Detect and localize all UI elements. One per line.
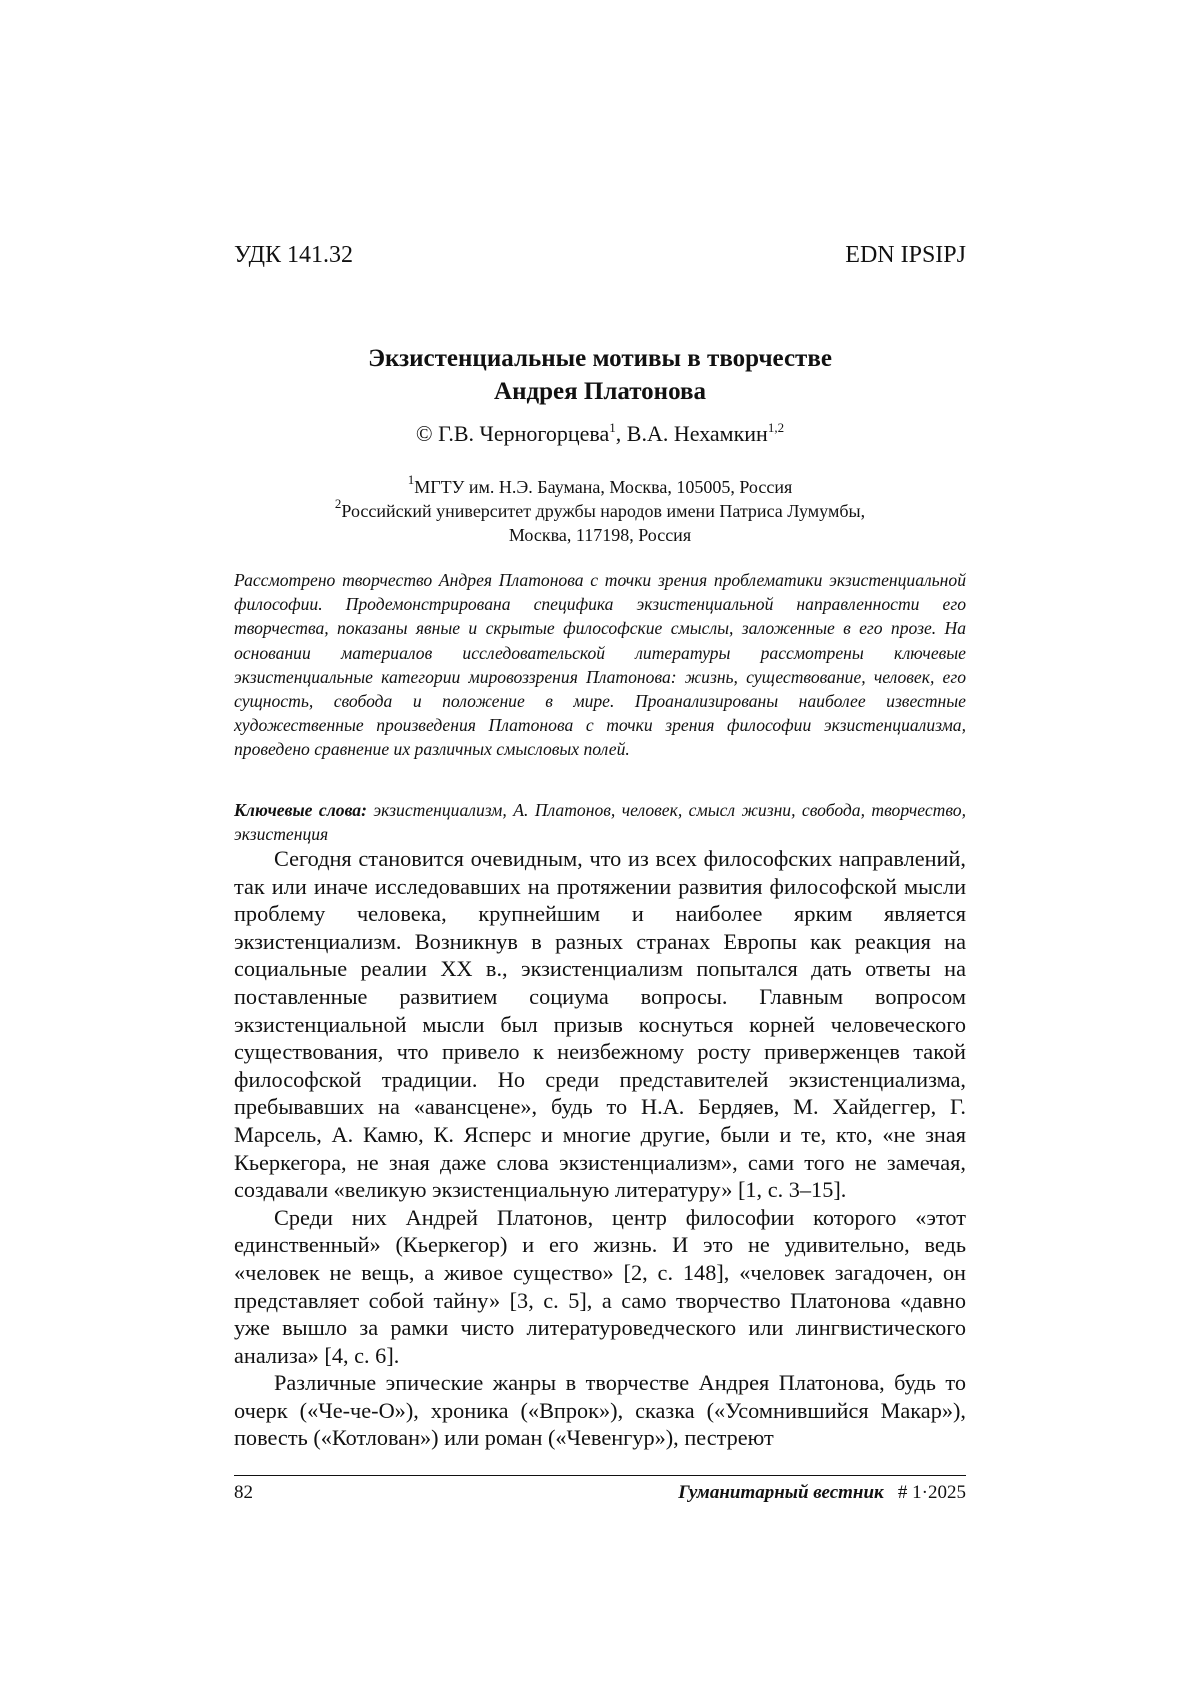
affiliations [234,472,966,547]
affiliation-1-mark: 1 [407,472,415,487]
author-line [234,420,966,448]
journal-page [234,0,966,1698]
author-2-name: В.А. Нехамкин [626,421,768,446]
page-footer [234,1481,966,1505]
affiliation-2 [234,496,966,523]
body-paragraph-2: Среди них Андрей Платонов, центр философии которого «этот единственный» (Кьеркегор) и его жизнь. И это не удивительно, ведь «человек не вещь, а живое существо» [2, с. 148], «человек загадочен, он представляет собой тайну» [3, с. 5], а само творчество Платонова «давно уже вышло за рамки чисто литературоведческого или лингвистического анализа» [4, с. 6]. [234,1204,966,1368]
article-title [234,342,966,408]
affiliation-2-mark: 2 [334,496,342,511]
keywords-text: экзистенциализм, А. Платонов, человек, смысл жизни, свобода, творчество, экзистенция [234,800,966,845]
keywords-label: Ключевые слова: [234,800,367,820]
body-paragraph-1: Сегодня становится очевидным, что из всех философских направлений, так или иначе исследовавших на протяжении развития философской мысли проблему человека, крупнейшим и наиболее ярким является экзистенциализм. Возникнув в разных странах Европы как реакция на социальные реалии XX в., экзистенциализм попытался дать ответы на поставленные развитием социума вопросы. Главным вопросом экзистенциальной мысли был призыв коснуться корней человеческого существования, что привело к неизбежному росту приверженцев такой философской традиции. Но среди представителей экзистенциализма, пребывавших на «авансцене», будь то Н.А. Бердяев, М. Хайдеггер, Г. Марсель, А. Камю, К. Ясперс и многие другие, были и те, кто, «не зная Кьеркегора, не зная даже слова экзистенциализм», сами того не замечая, создавали «великую экзистенциальную литературу» [1, с. 3–15]. [234,846,966,1203]
body-paragraph-3: Различные эпические жанры в творчестве Андрея Платонова, будь то очерк («Че-че-О»), хроника («Впрок»), сказка («Усомнившийся Макар»), повесть («Котлован») или роман («Чевенгур»), пестреют [234,1370,966,1451]
title-line-2: Андрея Платонова [494,378,706,405]
edn-code: EDN IPSIPJ [845,242,966,268]
page-header [234,240,966,270]
journal-name: Гуманитарный вестник [678,1482,884,1503]
author-2-affiliation-mark: 1,2 [767,420,785,435]
affiliation-2-continued [234,523,966,547]
article-body [234,845,966,1452]
affiliation-1 [234,472,966,499]
journal-info [678,1481,966,1505]
title-line-1: Экзистенциальные мотивы в творчестве [368,345,832,372]
author-separator: , [615,421,622,446]
udk-code: УДК 141.32 [234,242,353,268]
issue-number: # 1·2025 [897,1482,966,1503]
affiliation-2-city: Москва, 117198, Россия [508,525,692,545]
author-1-name: Г.В. Черногорцева [438,421,610,446]
author-1-affiliation-mark: 1 [609,420,616,435]
copyright-sign: © [415,421,433,446]
footer-divider [234,1475,966,1476]
affiliation-1-text: МГТУ им. Н.Э. Баумана, Москва, 105005, Россия [414,477,793,497]
abstract: Рассмотрено творчество Андрея Платонова с точки зрения проблематики экзистенциальной философии. Продемонстрирована специфика экзистенциальной направленности его творчества, показаны явные и скрытые философские смыслы, заложенные в его прозе. На основании материалов исследовательской литературы рассмотрены ключевые экзистенциальные категории мировоззрения Платонова: жизнь, существование, человек, его сущность, свобода и положение в мире. Проанализированы наиболее известные художественные произведения Платонова с точки зрения философии экзистенциализма, проведено сравнение их различных смысловых полей. [234,570,966,760]
page-number: 82 [234,1482,253,1503]
keywords [234,798,966,846]
affiliation-2-text: Российский университет дружбы народов имени Патриса Лумумбы, [341,501,866,521]
